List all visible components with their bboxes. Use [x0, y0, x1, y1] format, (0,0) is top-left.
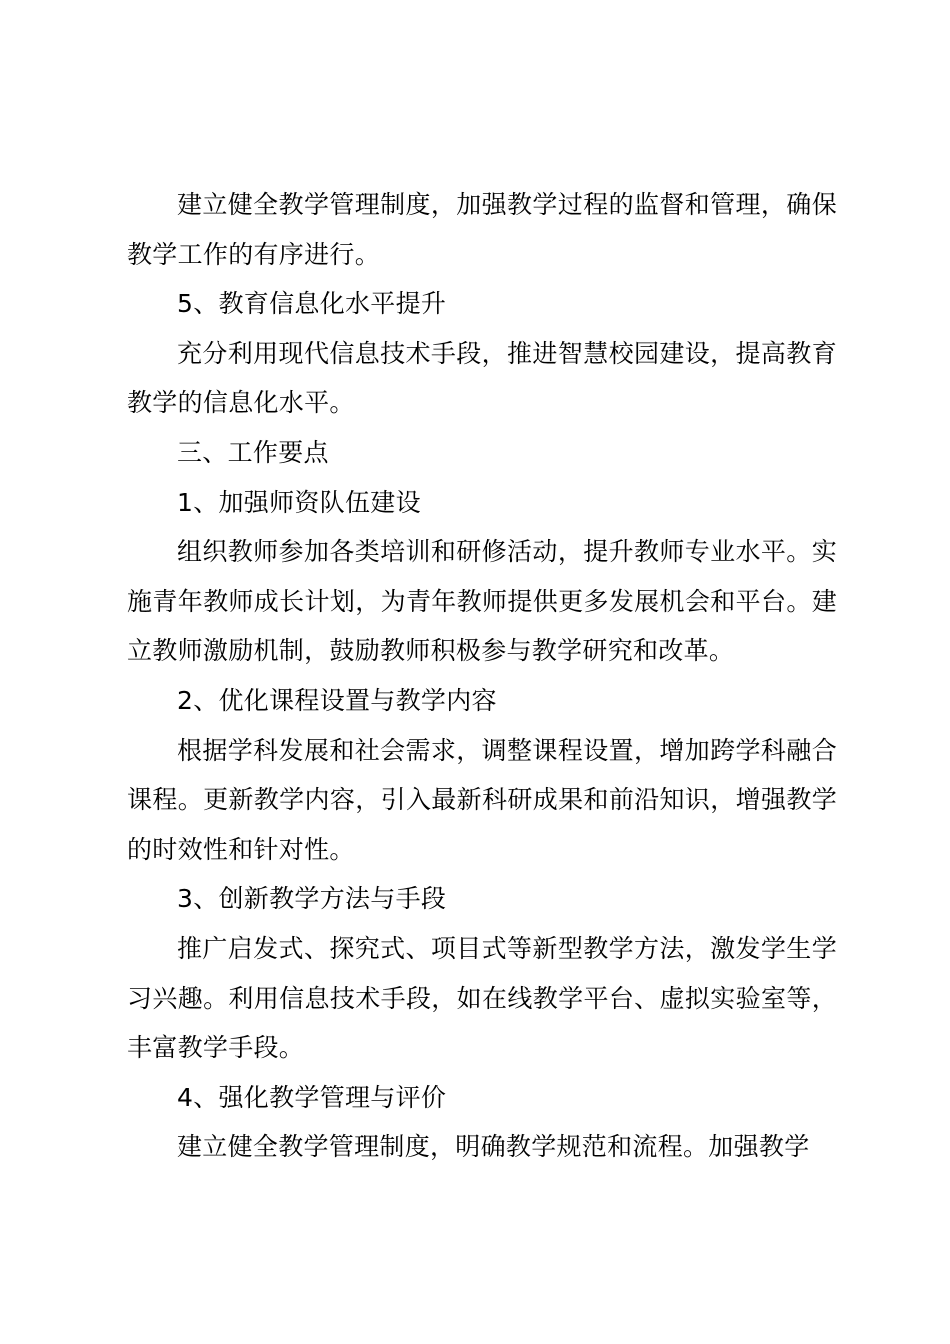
heading-section-3: 三、工作要点 — [177, 437, 329, 467]
para-methods: 推广启发式、探究式、项目式等新型教学方法，激发学生学习兴趣。利用信息技术手段，如在线教学平台、虚拟实验室等，丰富教学手段。 — [127, 933, 837, 1063]
para-curriculum: 根据学科发展和社会需求，调整课程设置，增加跨学科融合课程。更新教学内容，引入最新科研成果和前沿知识，增强教学的时效性和针对性。 — [127, 735, 837, 864]
heading-5-informatization: 5、教育信息化水平提升 — [177, 289, 447, 319]
heading-3-methods: 3、创新教学方法与手段 — [177, 884, 447, 914]
para-teacher-team: 组织教师参加各类培训和研修活动，提升教师专业水平。实施青年教师成长计划，为青年教师提供更多发展机会和平台。建立教师激励机制，鼓励教师积极参与教学研究和改革。 — [127, 537, 837, 666]
document-body — [127, 180, 837, 1172]
heading-2-curriculum: 2、优化课程设置与教学内容 — [177, 685, 497, 715]
heading-1-teacher-team: 1、加强师资队伍建设 — [177, 487, 421, 517]
para-evaluation: 建立健全教学管理制度，明确教学规范和流程。加强教学 — [177, 1132, 810, 1162]
heading-4-evaluation: 4、强化教学管理与评价 — [177, 1082, 447, 1112]
para-informatization: 充分利用现代信息技术手段，推进智慧校园建设，提高教育教学的信息化水平。 — [127, 338, 837, 418]
para-management-system: 建立健全教学管理制度，加强教学过程的监督和管理，确保教学工作的有序进行。 — [127, 190, 837, 269]
